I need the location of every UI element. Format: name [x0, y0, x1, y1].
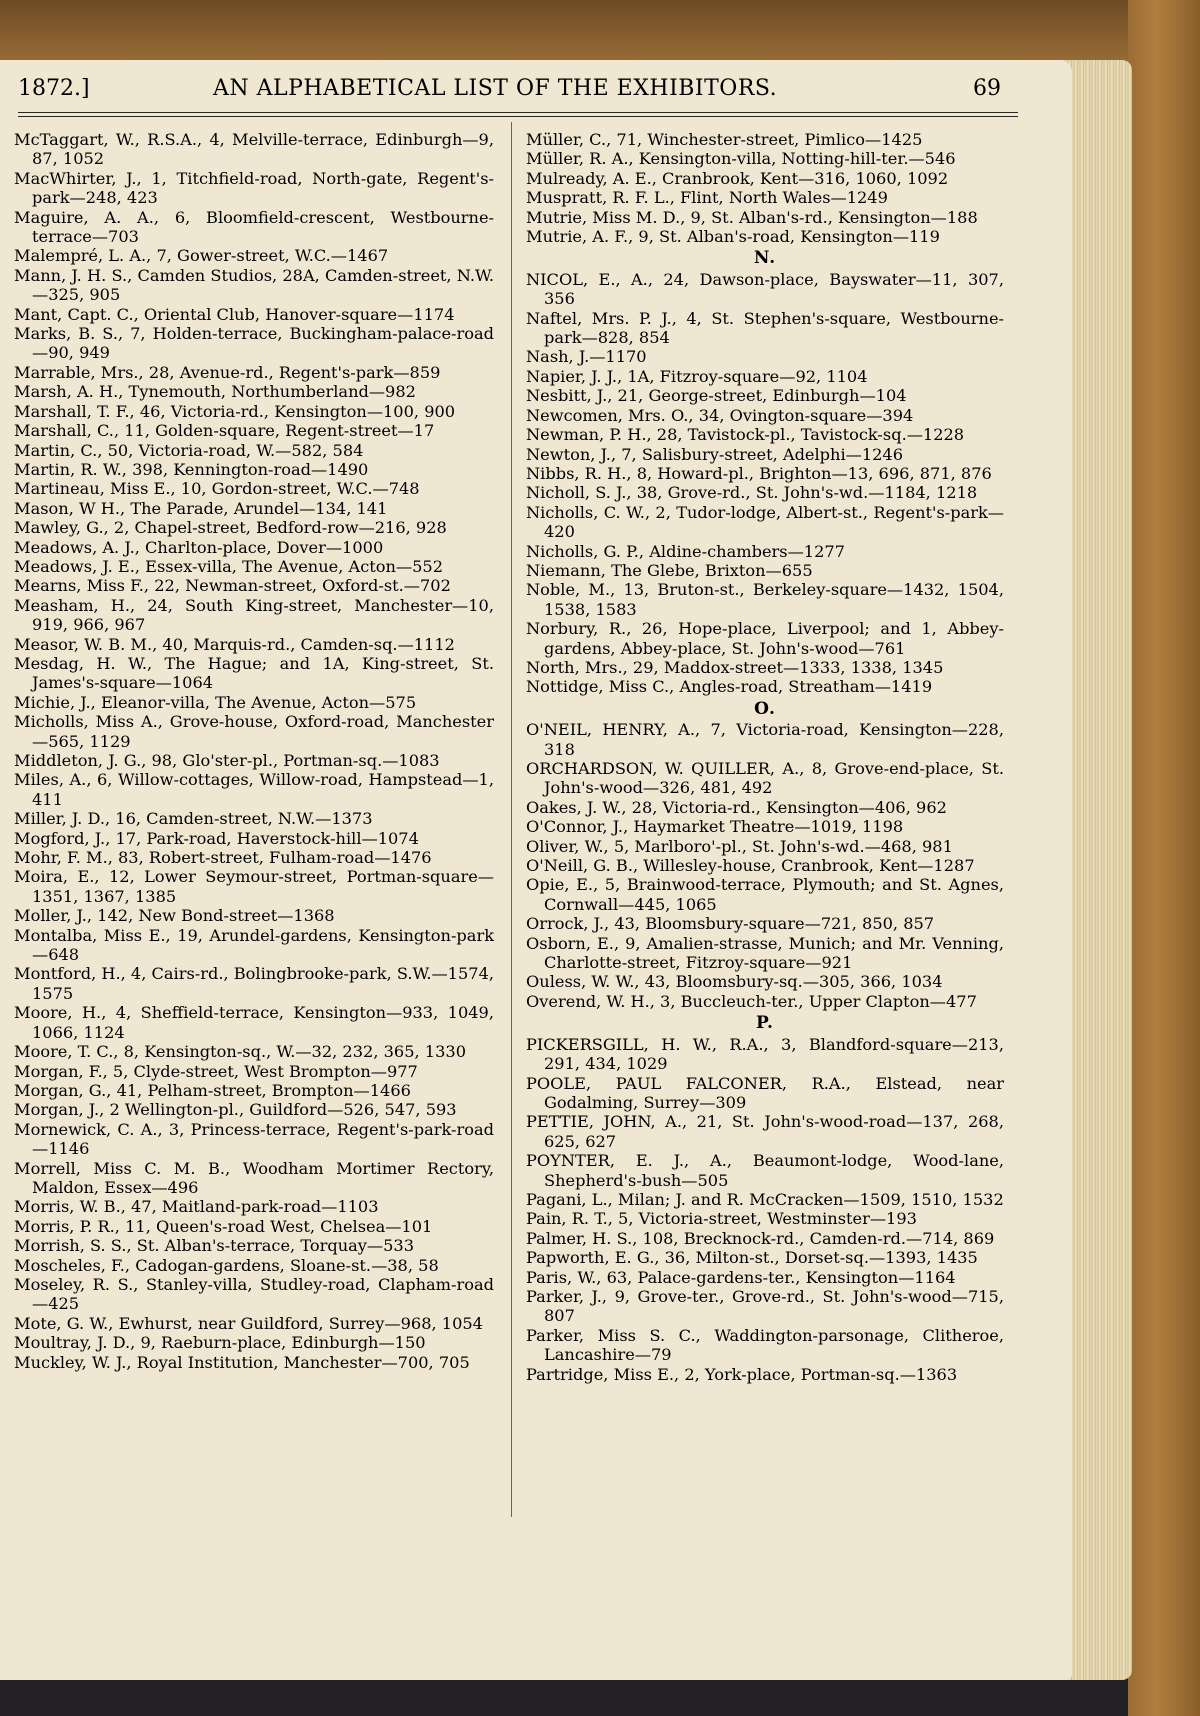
- exhibitor-entry: Partridge, Miss E., 2, York-place, Portman-sq.—1363: [526, 1364, 958, 1384]
- p-entries: [526, 1035, 1004, 1384]
- exhibitor-entry: Mesdag, H. W., The Hague; and 1A, King-street, St. James's-square—1064: [14, 653, 494, 693]
- exhibitor-entry: McTaggart, W., R.S.A., 4, Melville-terrace, Edinburgh—9, 87, 1052: [14, 130, 494, 169]
- exhibitor-entry: Morrish, S. S., St. Alban's-terrace, Torquay—533: [14, 1236, 415, 1256]
- exhibitor-entry: O'Connor, J., Haymarket Theatre—1019, 1198: [526, 817, 904, 837]
- exhibitor-entry: Ouless, W. W., 43, Bloomsbury-sq.—305, 366, 1034: [526, 972, 943, 992]
- m-entries-continued: [526, 130, 1004, 246]
- page-header: [18, 76, 1018, 116]
- exhibitor-entry: O'NEIL, HENRY, A., 7, Victoria-road, Kensington—228, 318: [526, 720, 1004, 759]
- exhibitor-entry: Opie, E., 5, Brainwood-terrace, Plymouth; and St. Agnes, Cornwall—445, 1065: [526, 875, 1004, 914]
- exhibitor-entry: Noble, M., 13, Bruton-st., Berkeley-square—1432, 1504, 1538, 1583: [526, 580, 1004, 619]
- exhibitor-entry: Morris, W. B., 47, Maitland-park-road—1103: [14, 1197, 379, 1217]
- exhibitor-entry: Meadows, J. E., Essex-villa, The Avenue, Acton—552: [14, 556, 444, 576]
- exhibitor-entry: Meadows, A. J., Charlton-place, Dover—1000: [14, 537, 384, 557]
- exhibitor-entry: PETTIE, JOHN, A., 21, St. John's-wood-road—137, 268, 625, 627: [526, 1112, 1004, 1151]
- exhibitor-entry: NICOL, E., A., 24, Dawson-place, Bayswater—11, 307, 356: [526, 269, 1004, 309]
- exhibitor-entry: ORCHARDSON, W. QUILLER, A., 8, Grove-end-place, St. John's-wood—326, 481, 492: [526, 759, 1004, 798]
- exhibitor-entry: POOLE, PAUL FALCONER, R.A., Elstead, near Godalming, Surrey—309: [526, 1073, 1004, 1112]
- exhibitor-entry: Nottidge, Miss C., Angles-road, Streatham—1419: [526, 677, 933, 697]
- header-year: 1872.]: [18, 76, 90, 101]
- exhibitor-entry: Muckley, W. J., Royal Institution, Manchester—700, 705: [14, 1352, 470, 1372]
- exhibitor-entry: Morgan, J., 2 Wellington-pl., Guildford—526, 547, 593: [14, 1100, 457, 1120]
- exhibitor-entry: Martin, C., 50, Victoria-road, W.—582, 584: [14, 440, 364, 460]
- exhibitor-entry: Napier, J. J., 1A, Fitzroy-square—92, 1104: [526, 366, 868, 386]
- n-entries: [526, 270, 1004, 697]
- exhibitor-entry: Nash, J.—1170: [526, 347, 647, 367]
- exhibitor-entry: Overend, W. H., 3, Buccleuch-ter., Upper Clapton—477: [526, 991, 977, 1011]
- exhibitor-entry: Palmer, H. S., 108, Brecknock-rd., Camden-rd.—714, 869: [526, 1228, 995, 1248]
- exhibitor-entry: Mawley, G., 2, Chapel-street, Bedford-row—216, 928: [14, 518, 447, 538]
- exhibitor-entry: Marsh, A. H., Tynemouth, Northumberland—982: [14, 382, 416, 402]
- exhibitor-entry: Oakes, J. W., 28, Victoria-rd., Kensington—406, 962: [526, 797, 947, 817]
- exhibitor-entry: Müller, R. A., Kensington-villa, Notting-hill-ter.—546: [526, 149, 956, 169]
- exhibitor-entry: Paris, W., 63, Palace-gardens-ter., Kensington—1164: [526, 1267, 956, 1287]
- header-title: AN ALPHABETICAL LIST OF THE EXHIBITORS.: [213, 76, 778, 101]
- section-heading-n: N.: [753, 248, 777, 269]
- exhibitor-entry: Morrell, Miss C. M. B., Woodham Mortimer Rectory, Maldon, Essex—496: [14, 1158, 494, 1197]
- exhibitor-entry: Morgan, F., 5, Clyde-street, West Brompton—977: [14, 1061, 418, 1081]
- exhibitor-entry: Moultray, J. D., 9, Raeburn-place, Edinburgh—150: [14, 1333, 426, 1353]
- exhibitor-entry: POYNTER, E. J., A., Beaumont-lodge, Wood-lane, Shepherd's-bush—505: [526, 1151, 1004, 1190]
- exhibitor-entry: Moseley, R. S., Stanley-villa, Studley-road, Clapham-road—425: [14, 1274, 494, 1314]
- exhibitor-entry: Mohr, F. M., 83, Robert-street, Fulham-road—1476: [14, 848, 432, 868]
- exhibitor-entry: Marshall, C., 11, Golden-square, Regent-street—17: [14, 421, 435, 441]
- exhibitor-entry: Parker, J., 9, Grove-ter., Grove-rd., St. John's-wood—715, 807: [526, 1286, 1004, 1326]
- exhibitor-entry: Michie, J., Eleanor-villa, The Avenue, Acton—575: [14, 692, 417, 712]
- left-column: [14, 130, 494, 1372]
- exhibitor-entry: Mogford, J., 17, Park-road, Haverstock-hill—1074: [14, 828, 419, 848]
- exhibitor-entry: PICKERSGILL, H. W., R.A., 3, Blandford-square—213, 291, 434, 1029: [526, 1034, 1004, 1074]
- exhibitor-entry: Mant, Capt. C., Oriental Club, Hanover-square—1174: [14, 304, 455, 324]
- exhibitor-entry: Malempré, L. A., 7, Gower-street, W.C.—1467: [14, 246, 389, 266]
- exhibitor-entry: Marks, B. S., 7, Holden-terrace, Buckingham-palace-road—90, 949: [14, 324, 494, 363]
- section-heading-p: P.: [756, 1013, 774, 1034]
- exhibitor-entry: Mann, J. H. S., Camden Studios, 28A, Camden-street, N.W.—325, 905: [14, 265, 494, 305]
- o-entries: [526, 720, 1004, 1011]
- exhibitor-entry: Marshall, T. F., 46, Victoria-rd., Kensington—100, 900: [14, 401, 456, 421]
- page-number: 69: [973, 76, 1001, 101]
- exhibitor-entry: Parker, Miss S. C., Waddington-parsonage, Clitheroe, Lancashire—79: [526, 1325, 1004, 1365]
- exhibitor-entry: Moller, J., 142, New Bond-street—1368: [14, 906, 335, 926]
- exhibitor-entry: Martineau, Miss E., 10, Gordon-street, W.C.—748: [14, 479, 420, 499]
- column-divider: [511, 122, 512, 1517]
- right-column: [526, 130, 1004, 1384]
- exhibitor-entry: Measham, H., 24, South King-street, Manchester—10, 919, 966, 967: [14, 595, 494, 635]
- exhibitor-entry: Papworth, E. G., 36, Milton-st., Dorset-sq.—1393, 1435: [526, 1248, 978, 1268]
- exhibitor-entry: Oliver, W., 5, Marlboro'-pl., St. John's-wd.—468, 981: [526, 836, 953, 856]
- exhibitor-entry: Montford, H., 4, Cairs-rd., Bolingbrooke-park, S.W.—1574, 1575: [14, 964, 495, 1003]
- exhibitor-entry: Norbury, R., 26, Hope-place, Liverpool; and 1, Abbey-gardens, Abbey-place, St. John's-wood—761: [526, 619, 1004, 658]
- exhibitor-entry: Newton, J., 7, Salisbury-street, Adelphi—1246: [526, 444, 904, 464]
- exhibitor-entry: Niemann, The Glebe, Brixton—655: [526, 560, 813, 580]
- exhibitor-entry: Marrable, Mrs., 28, Avenue-rd., Regent's-park—859: [14, 362, 441, 382]
- book-cover-right: [1128, 0, 1200, 1716]
- exhibitor-entry: Mornewick, C. A., 3, Princess-terrace, Regent's-park-road—1146: [14, 1119, 494, 1159]
- exhibitor-entry: Muspratt, R. F. L., Flint, North Wales—1249: [526, 188, 888, 208]
- exhibitor-entry: Nicholls, G. P., Aldine-chambers—1277: [526, 541, 845, 561]
- exhibitor-entry: Orrock, J., 43, Bloomsbury-square—721, 850, 857: [526, 914, 935, 934]
- exhibitor-entry: Mearns, Miss F., 22, Newman-street, Oxford-st.—702: [14, 576, 451, 596]
- left-entry-list: [14, 130, 494, 1372]
- exhibitor-entry: Moore, H., 4, Sheffield-terrace, Kensington—933, 1049, 1066, 1124: [14, 1003, 494, 1042]
- exhibitor-entry: Mason, W H., The Parade, Arundel—134, 141: [14, 498, 388, 518]
- exhibitor-entry: Mutrie, Miss M. D., 9, St. Alban's-rd., Kensington—188: [526, 207, 978, 227]
- exhibitor-entry: Measor, W. B. M., 40, Marquis-rd., Camden-sq.—1112: [14, 634, 455, 654]
- exhibitor-entry: Osborn, E., 9, Amalien-strasse, Munich; and Mr. Venning, Charlotte-street, Fitzroy-square—921: [526, 933, 1004, 973]
- exhibitor-entry: Morris, P. R., 11, Queen's-road West, Chelsea—101: [14, 1216, 433, 1236]
- exhibitor-entry: Pagani, L., Milan; J. and R. McCracken—1509, 1510, 1532: [526, 1189, 1004, 1209]
- exhibitor-entry: Miller, J. D., 16, Camden-street, N.W.—1373: [14, 809, 373, 829]
- exhibitor-entry: MacWhirter, J., 1, Titchfield-road, North-gate, Regent's-park—248, 423: [14, 168, 494, 208]
- exhibitor-entry: Martin, R. W., 398, Kennington-road—1490: [14, 459, 369, 479]
- exhibitor-entry: Müller, C., 71, Winchester-street, Pimlico—1425: [526, 130, 923, 149]
- exhibitor-entry: Middleton, J. G., 98, Glo'ster-pl., Portman-sq.—1083: [14, 751, 440, 770]
- exhibitor-entry: Naftel, Mrs. P. J., 4, St. Stephen's-square, Westbourne-park—828, 854: [526, 308, 1004, 348]
- exhibitor-entry: Moira, E., 12, Lower Seymour-street, Portman-square—1351, 1367, 1385: [14, 867, 494, 906]
- exhibitor-entry: Morgan, G., 41, Pelham-street, Brompton—1466: [14, 1080, 411, 1100]
- exhibitor-entry: North, Mrs., 29, Maddox-street—1333, 1338, 1345: [526, 657, 944, 677]
- exhibitor-entry: Newcomen, Mrs. O., 34, Ovington-square—394: [526, 405, 914, 425]
- exhibitor-entry: Mutrie, A. F., 9, St. Alban's-road, Kensington—119: [526, 227, 940, 247]
- exhibitor-entry: Nibbs, R. H., 8, Howard-pl., Brighton—13, 696, 871, 876: [526, 463, 992, 483]
- exhibitor-entry: Miles, A., 6, Willow-cottages, Willow-road, Hampstead—1, 411: [14, 770, 494, 809]
- exhibitor-entry: Montalba, Miss E., 19, Arundel-gardens, Kensington-park—648: [14, 925, 494, 965]
- header-rule: [18, 112, 1018, 113]
- exhibitor-entry: Maguire, A. A., 6, Bloomfield-crescent, Westbourne-terrace—703: [14, 207, 494, 247]
- exhibitor-entry: Micholls, Miss A., Grove-house, Oxford-road, Manchester—565, 1129: [14, 712, 494, 751]
- section-heading-o: O.: [754, 698, 776, 719]
- exhibitor-entry: Moore, T. C., 8, Kensington-sq., W.—32, 232, 365, 1330: [14, 1042, 467, 1062]
- exhibitor-entry: Mulready, A. E., Cranbrook, Kent—316, 1060, 1092: [526, 168, 949, 188]
- exhibitor-entry: Nicholl, S. J., 38, Grove-rd., St. John's-wd.—1184, 1218: [526, 483, 978, 503]
- header-rule-thin: [18, 116, 1018, 117]
- exhibitor-entry: Moscheles, F., Cadogan-gardens, Sloane-st.—38, 58: [14, 1255, 439, 1275]
- exhibitor-entry: Nicholls, C. W., 2, Tudor-lodge, Albert-st., Regent's-park—420: [526, 502, 1004, 542]
- exhibitor-entry: Newman, P. H., 28, Tavistock-pl., Tavistock-sq.—1228: [526, 425, 965, 445]
- exhibitor-entry: O'Neill, G. B., Willesley-house, Cranbrook, Kent—1287: [526, 856, 975, 876]
- exhibitor-entry: Pain, R. T., 5, Victoria-street, Westminster—193: [526, 1209, 917, 1229]
- exhibitor-entry: Mote, G. W., Ewhurst, near Guildford, Surrey—968, 1054: [14, 1313, 483, 1333]
- exhibitor-entry: Nesbitt, J., 21, George-street, Edinburgh—104: [526, 386, 907, 406]
